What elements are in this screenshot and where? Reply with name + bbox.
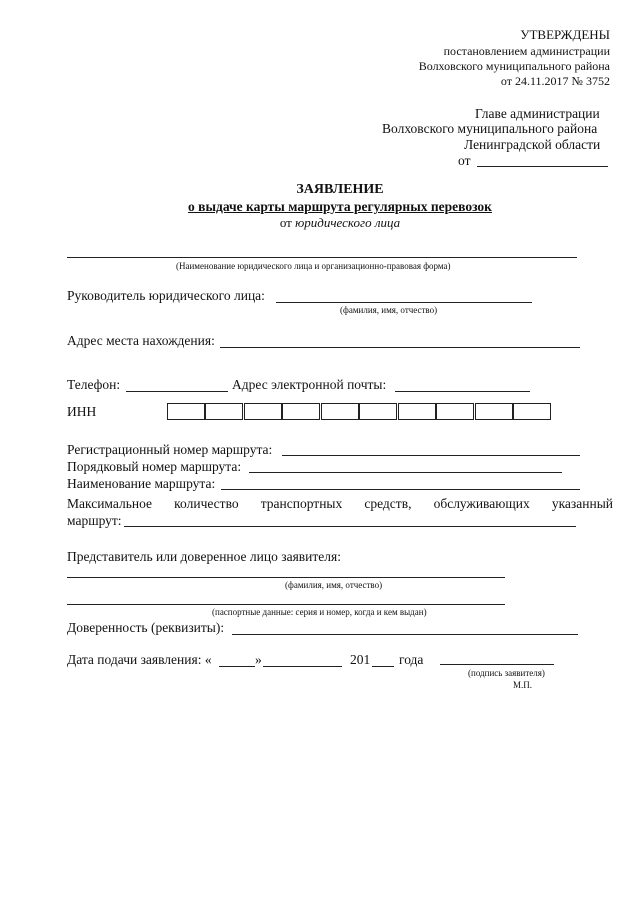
max-vehicles-word: транспортных: [260, 496, 343, 511]
inn-cell[interactable]: [359, 403, 397, 420]
phone-line[interactable]: [126, 391, 228, 392]
addressee-line-1: Главе администрации: [475, 106, 600, 121]
inn-cell[interactable]: [321, 403, 359, 420]
representative-fio-hint: (фамилия, имя, отчество): [285, 580, 383, 590]
reg-number-label: Регистрационный номер маршрута:: [67, 442, 273, 457]
org-name-hint: (Наименование юридического лица и организационно-правовая форма): [176, 261, 451, 271]
year-suffix: года: [399, 652, 424, 667]
form-from-text: юридического лица: [295, 215, 401, 230]
route-name-line[interactable]: [221, 489, 580, 490]
max-vehicles-word: обслуживающих: [433, 496, 530, 511]
inn-cells: [167, 403, 553, 420]
inn-cell[interactable]: [475, 403, 513, 420]
representative-label: Представитель или доверенное лицо заявителя:: [67, 549, 341, 564]
inn-cell[interactable]: [205, 403, 243, 420]
order-number-line[interactable]: [249, 472, 562, 473]
power-of-attorney-label: Доверенность (реквизиты):: [67, 620, 225, 635]
reg-number-line[interactable]: [282, 455, 580, 456]
form-title: ЗАЯВЛЕНИЕ: [296, 182, 384, 197]
address-label: Адрес места нахождения:: [67, 333, 215, 348]
inn-cell[interactable]: [167, 403, 205, 420]
org-name-line[interactable]: [67, 257, 577, 258]
year-prefix: 201: [350, 652, 371, 667]
passport-line[interactable]: [67, 604, 505, 605]
max-vehicles-word: количество: [174, 496, 239, 511]
signature-line[interactable]: [440, 664, 554, 665]
inn-label: ИНН: [67, 404, 97, 419]
form-from-prefix: от: [279, 215, 292, 230]
max-vehicles-word: средств,: [364, 496, 412, 511]
date-quote-close: »: [255, 652, 262, 667]
addressee-from-label: от: [458, 153, 471, 168]
email-label: Адрес электронной почты:: [232, 377, 387, 392]
signature-hint: (подпись заявителя): [468, 668, 545, 678]
inn-cell[interactable]: [282, 403, 320, 420]
addressee-line-2: Волховского муниципального района: [382, 121, 598, 136]
form-from-line: [0, 215, 640, 231]
addressee-line-3: Ленинградской области: [464, 137, 601, 152]
power-of-attorney-line[interactable]: [232, 634, 578, 635]
director-label: Руководитель юридического лица:: [67, 288, 265, 303]
date-label: Дата подачи заявления: «: [67, 652, 212, 667]
max-vehicles-cont: маршрут:: [67, 513, 122, 528]
date-day-line[interactable]: [219, 666, 255, 667]
inn-cell[interactable]: [244, 403, 282, 420]
passport-hint: (паспортные данные: серия и номер, когда и кем выдан): [212, 607, 427, 617]
addressee-from-line[interactable]: [477, 166, 608, 167]
inn-cell[interactable]: [513, 403, 551, 420]
year-line[interactable]: [372, 666, 394, 667]
address-line[interactable]: [220, 347, 580, 348]
director-line[interactable]: [276, 302, 532, 303]
approval-title: УТВЕРЖДЕНЫ: [520, 27, 610, 42]
date-month-line[interactable]: [263, 666, 342, 667]
phone-label: Телефон:: [67, 377, 121, 392]
max-vehicles-word: Максимальное: [67, 496, 153, 511]
form-subtitle: о выдаче карты маршрута регулярных перевозок: [188, 199, 492, 214]
max-vehicles-label: [67, 496, 613, 512]
max-vehicles-word: указанный: [551, 496, 613, 511]
stamp-label: М.П.: [513, 680, 533, 690]
approval-line-1: постановлением администрации: [443, 44, 610, 58]
director-fio-hint: (фамилия, имя, отчество): [340, 305, 438, 315]
max-vehicles-line[interactable]: [124, 526, 576, 527]
email-line[interactable]: [395, 391, 530, 392]
approval-line-2: Волховского муниципального района: [418, 59, 610, 73]
order-number-label: Порядковый номер маршрута:: [67, 459, 242, 474]
representative-fio-line[interactable]: [67, 577, 505, 578]
inn-cell[interactable]: [398, 403, 436, 420]
inn-cell[interactable]: [436, 403, 474, 420]
approval-line-3: от 24.11.2017 № 3752: [500, 74, 610, 88]
route-name-label: Наименование маршрута:: [67, 476, 216, 491]
